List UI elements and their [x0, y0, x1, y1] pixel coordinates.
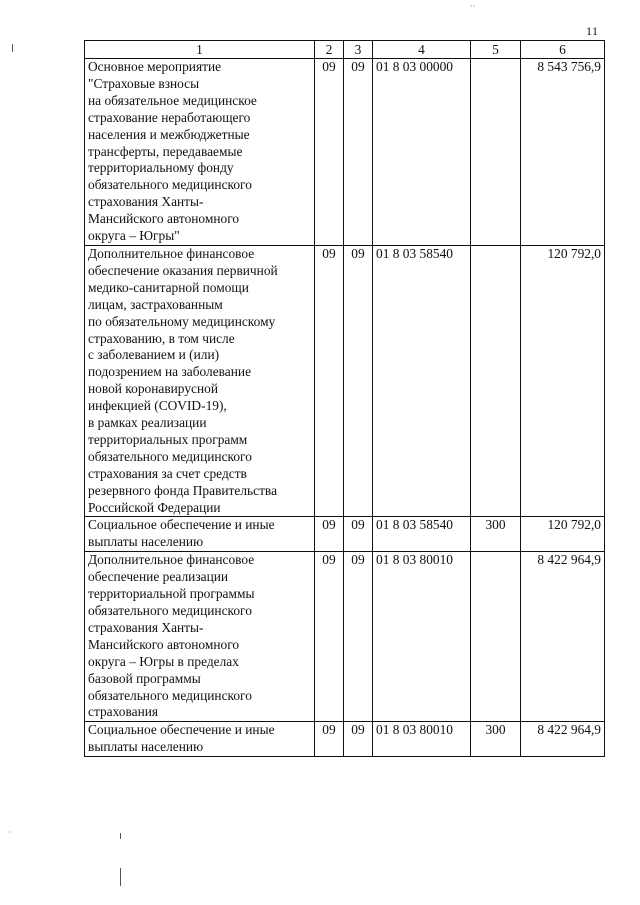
- row-section: 09: [315, 59, 344, 246]
- table-row: [85, 59, 605, 246]
- row-name: Социальное обеспечение и иные выплаты населению: [85, 722, 315, 757]
- row-expense-type: [471, 552, 521, 722]
- table-header-row: [85, 41, 605, 59]
- page-number: 11: [586, 24, 599, 38]
- scan-mark: ·: [8, 828, 11, 837]
- row-section: 09: [315, 517, 344, 552]
- row-amount: 120 792,0: [521, 245, 605, 517]
- column-header-1: 1: [85, 41, 315, 59]
- row-subsection: 09: [344, 552, 373, 722]
- row-name: Дополнительное финансовое обеспечение оказания первичной медико-санитарной помощи лицам, застрахованным по обязательному медицинскому страхованию, в том числе с заболеванием и (или) подозрением на заболевание новой коронавирусной инфекцией (COVID-19), в рамках реализации территориальных программ обязательного медицинского страхования за счет средств резервного фонда Правительства Российской Федерации: [85, 245, 315, 517]
- row-section: 09: [315, 722, 344, 757]
- table-row: [85, 722, 605, 757]
- column-header-2: 2: [315, 41, 344, 59]
- row-section: 09: [315, 245, 344, 517]
- budget-table: [84, 40, 605, 757]
- scan-mark: ··: [470, 2, 476, 11]
- row-expense-type: [471, 245, 521, 517]
- scan-mark: [120, 833, 121, 839]
- row-subsection: 09: [344, 59, 373, 246]
- row-name: Дополнительное финансовое обеспечение реализации территориальной программы обязательного медицинского страхования Ханты- Мансийского автономного округа – Югры в пределах базовой программы обязательного медицинского страхования: [85, 552, 315, 722]
- column-header-5: 5: [471, 41, 521, 59]
- row-amount: 120 792,0: [521, 517, 605, 552]
- row-amount: 8 543 756,9: [521, 59, 605, 246]
- column-header-6: 6: [521, 41, 605, 59]
- table-row: [85, 552, 605, 722]
- table-row: [85, 517, 605, 552]
- row-section: 09: [315, 552, 344, 722]
- scan-mark: [12, 44, 13, 52]
- row-amount: 8 422 964,9: [521, 552, 605, 722]
- table-row: [85, 245, 605, 517]
- row-target-code: 01 8 03 00000: [373, 59, 471, 246]
- column-header-3: 3: [344, 41, 373, 59]
- row-expense-type: [471, 59, 521, 246]
- row-name: Социальное обеспечение и иные выплаты населению: [85, 517, 315, 552]
- column-header-4: 4: [373, 41, 471, 59]
- row-amount: 8 422 964,9: [521, 722, 605, 757]
- row-subsection: 09: [344, 722, 373, 757]
- row-name: Основное мероприятие "Страховые взносы на обязательное медицинское страхование неработающего населения и межбюджетные трансферты, передаваемые территориальному фонду обязательного медицинского страхования Ханты- Мансийского автономного округа – Югры": [85, 59, 315, 246]
- scan-mark: [120, 868, 121, 886]
- row-subsection: 09: [344, 245, 373, 517]
- row-expense-type: 300: [471, 517, 521, 552]
- row-subsection: 09: [344, 517, 373, 552]
- row-target-code: 01 8 03 80010: [373, 722, 471, 757]
- row-target-code: 01 8 03 80010: [373, 552, 471, 722]
- row-target-code: 01 8 03 58540: [373, 245, 471, 517]
- row-expense-type: 300: [471, 722, 521, 757]
- row-target-code: 01 8 03 58540: [373, 517, 471, 552]
